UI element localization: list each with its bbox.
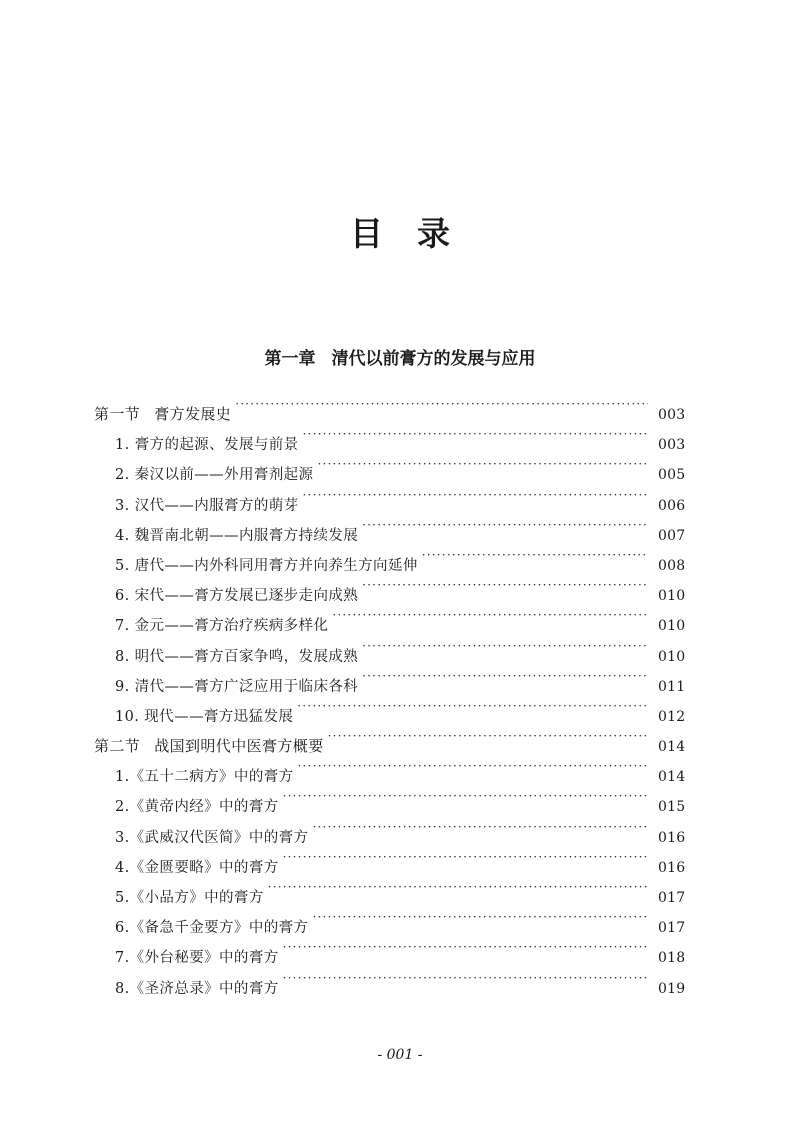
toc-item-label: 4.《金匮要略》中的膏方 (115, 859, 279, 876)
toc-item-label: 1.《五十二病方》中的膏方 (115, 769, 294, 786)
dot-leader (303, 419, 648, 449)
dot-leader (332, 600, 648, 630)
dot-leader (362, 631, 648, 661)
toc-page-number: 016 (658, 829, 686, 846)
toc-page-number: 016 (658, 859, 686, 876)
section-name: 战国到明代中医膏方概要 (154, 737, 324, 756)
dot-leader (283, 842, 648, 872)
dot-leader (362, 661, 648, 691)
toc-page-number: 014 (658, 739, 686, 756)
dot-leader (422, 540, 648, 570)
section-number: 第一节 (94, 405, 141, 423)
toc-page-number: 017 (658, 890, 686, 906)
toc-item-label: 6. 宋代——膏方发展已逐步走向成熟 (115, 588, 359, 605)
page-title-first-char: 目 (350, 214, 383, 253)
toc-section-label (94, 399, 231, 429)
toc-item-label: 8.《圣济总录》中的膏方 (115, 980, 279, 997)
dot-leader (312, 812, 648, 842)
toc-page-number: 014 (658, 769, 686, 786)
toc-item-label: 3.《武威汉代医简》中的膏方 (115, 829, 309, 846)
toc-item-label: 1. 膏方的起源、发展与前景 (115, 437, 299, 454)
table-of-contents (94, 389, 686, 997)
toc-section-label (94, 731, 324, 761)
dot-leader (317, 449, 648, 479)
toc-item-label: 9. 清代——膏方广泛应用于临床各科 (115, 678, 359, 695)
toc-page-number: 010 (658, 588, 686, 605)
dot-leader (268, 872, 648, 902)
toc-item-label: 7. 金元——膏方治疗疾病多样化 (115, 618, 329, 635)
toc-page-number: 018 (658, 950, 686, 967)
chapter-name: 清代以前膏方的发展与应用 (331, 349, 536, 369)
dot-leader (312, 902, 648, 932)
toc-page-number: 010 (658, 618, 686, 635)
toc-section-1[interactable] (94, 389, 686, 423)
toc-page-number: 017 (658, 920, 686, 937)
dot-leader (362, 510, 648, 540)
page-title-second-char: 录 (417, 214, 450, 253)
dot-leader (362, 570, 648, 600)
toc-page-number: 005 (658, 467, 686, 484)
dot-leader (298, 751, 648, 781)
toc-item-label: 2.《黄帝内经》中的膏方 (115, 799, 279, 816)
dot-leader (283, 963, 648, 993)
toc-item-label: 10. 现代——膏方迅猛发展 (115, 708, 294, 725)
toc-item-label: 3. 汉代——内服膏方的萌芽 (115, 497, 299, 514)
toc-item-label: 5. 唐代——内外科同用膏方并向养生方向延伸 (115, 557, 418, 574)
section-number: 第二节 (94, 737, 141, 756)
dot-leader (283, 781, 648, 811)
toc-page-number: 015 (658, 799, 686, 816)
dot-leader (283, 932, 648, 962)
dot-leader (303, 480, 648, 510)
toc-item-label: 4. 魏晋南北朝——内服膏方持续发展 (115, 527, 359, 544)
toc-page-number: 011 (658, 678, 686, 695)
dot-leader (297, 691, 648, 721)
toc-item-label: 2. 秦汉以前——外用膏剂起源 (115, 467, 314, 484)
section-name: 膏方发展史 (154, 405, 232, 423)
toc-page-number: 019 (658, 980, 686, 997)
toc-item-label: 6.《备急千金要方》中的膏方 (115, 920, 309, 937)
toc-page-number: 008 (658, 557, 686, 574)
toc-page-number: 006 (658, 497, 686, 514)
toc-page-number: 003 (658, 437, 686, 454)
toc-item-label: 8. 明代——膏方百家争鸣，发展成熟 (115, 648, 359, 665)
dot-leader (328, 721, 648, 751)
toc-item-label: 7.《外台秘要》中的膏方 (115, 950, 279, 967)
toc-page-number: 010 (658, 648, 686, 665)
toc-item-label: 5.《小品方》中的膏方 (115, 890, 264, 906)
toc-page-number: 012 (658, 708, 686, 725)
page-title (0, 212, 800, 256)
chapter-number: 第一章 (264, 349, 316, 369)
toc-page-number: 007 (658, 527, 686, 544)
footer-page-number: - 001 - (377, 1047, 423, 1063)
chapter-heading (0, 346, 800, 372)
dot-leader (235, 389, 648, 419)
toc-page-number: 003 (658, 407, 686, 423)
